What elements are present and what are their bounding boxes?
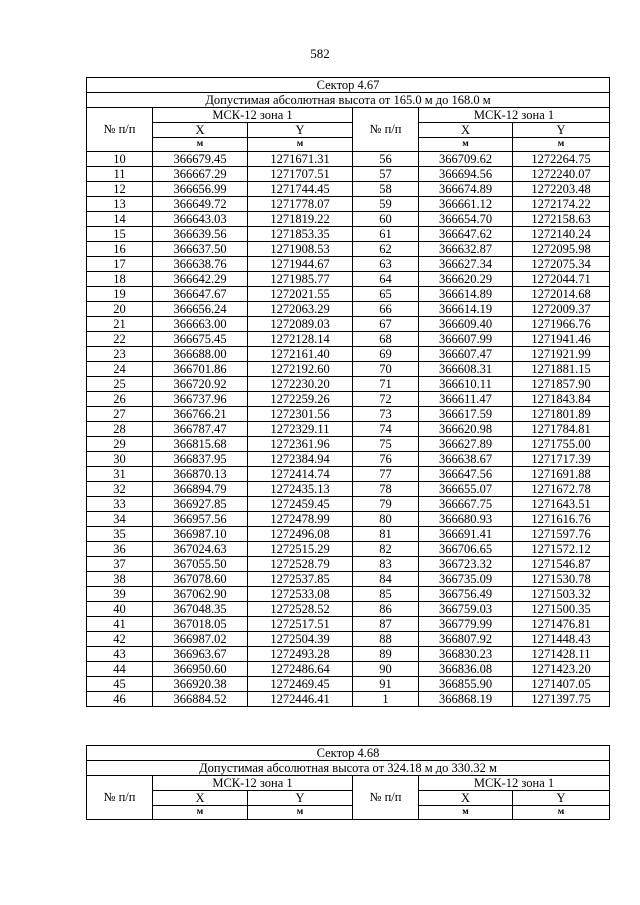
x-value: 366647.62 xyxy=(419,227,513,242)
table-row xyxy=(87,302,610,317)
x-value: 366674.89 xyxy=(419,182,513,197)
x-value: 366638.76 xyxy=(153,257,248,272)
point-number: 66 xyxy=(353,302,419,317)
x-value: 366720.92 xyxy=(153,377,248,392)
point-number: 11 xyxy=(87,167,153,182)
table-row xyxy=(87,557,610,572)
point-number: 27 xyxy=(87,407,153,422)
x-value: 366656.99 xyxy=(153,182,248,197)
col-header-y: Y xyxy=(248,123,353,138)
point-number: 88 xyxy=(353,632,419,647)
x-value: 366868.19 xyxy=(419,692,513,707)
table-row xyxy=(87,452,610,467)
y-value: 1272478.99 xyxy=(248,512,353,527)
height-range: Допустимая абсолютная высота от 324.18 м до 330.32 м xyxy=(87,761,610,776)
point-number: 39 xyxy=(87,587,153,602)
y-value: 1271530.78 xyxy=(513,572,610,587)
y-value: 1271717.39 xyxy=(513,452,610,467)
y-value: 1272515.29 xyxy=(248,542,353,557)
table-row xyxy=(87,482,610,497)
coordinate-system-header: МСК-12 зона 1 xyxy=(153,108,353,123)
point-number: 68 xyxy=(353,332,419,347)
y-value: 1271671.31 xyxy=(248,152,353,167)
y-value: 1271691.88 xyxy=(513,467,610,482)
table-row xyxy=(87,152,610,167)
point-number: 91 xyxy=(353,677,419,692)
x-value: 366963.67 xyxy=(153,647,248,662)
col-header-x: X xyxy=(419,791,513,806)
y-value: 1271503.32 xyxy=(513,587,610,602)
point-number: 44 xyxy=(87,662,153,677)
y-value: 1272493.28 xyxy=(248,647,353,662)
x-value: 366759.03 xyxy=(419,602,513,617)
x-value: 366836.08 xyxy=(419,662,513,677)
y-value: 1272095.98 xyxy=(513,242,610,257)
table-row xyxy=(87,197,610,212)
y-value: 1271921.99 xyxy=(513,347,610,362)
col-header-number: № п/п xyxy=(87,108,153,152)
point-number: 63 xyxy=(353,257,419,272)
y-value: 1271616.76 xyxy=(513,512,610,527)
x-value: 366643.03 xyxy=(153,212,248,227)
point-number: 10 xyxy=(87,152,153,167)
y-value: 1272158.63 xyxy=(513,212,610,227)
x-value: 366756.49 xyxy=(419,587,513,602)
y-value: 1272089.03 xyxy=(248,317,353,332)
unit-label: м xyxy=(153,806,248,820)
point-number: 77 xyxy=(353,467,419,482)
table-row xyxy=(87,647,610,662)
point-number: 64 xyxy=(353,272,419,287)
y-value: 1271853.35 xyxy=(248,227,353,242)
x-value: 366610.11 xyxy=(419,377,513,392)
coordinate-system-header: МСК-12 зона 1 xyxy=(153,776,353,791)
table-row xyxy=(87,422,610,437)
x-value: 366894.79 xyxy=(153,482,248,497)
col-header-number: № п/п xyxy=(353,776,419,820)
y-value: 1271801.89 xyxy=(513,407,610,422)
y-value: 1272128.14 xyxy=(248,332,353,347)
x-value: 366694.56 xyxy=(419,167,513,182)
table-row xyxy=(87,317,610,332)
table-row xyxy=(87,227,610,242)
table-row xyxy=(87,542,610,557)
point-number: 29 xyxy=(87,437,153,452)
y-value: 1272496.08 xyxy=(248,527,353,542)
y-value: 1272414.74 xyxy=(248,467,353,482)
point-number: 43 xyxy=(87,647,153,662)
table-row xyxy=(87,377,610,392)
point-number: 76 xyxy=(353,452,419,467)
point-number: 56 xyxy=(353,152,419,167)
y-value: 1272528.52 xyxy=(248,602,353,617)
y-value: 1271397.75 xyxy=(513,692,610,707)
y-value: 1271672.78 xyxy=(513,482,610,497)
x-value: 366614.19 xyxy=(419,302,513,317)
y-value: 1272063.29 xyxy=(248,302,353,317)
point-number: 22 xyxy=(87,332,153,347)
point-number: 16 xyxy=(87,242,153,257)
x-value: 367018.05 xyxy=(153,617,248,632)
col-header-x: X xyxy=(153,123,248,138)
y-value: 1271819.22 xyxy=(248,212,353,227)
point-number: 60 xyxy=(353,212,419,227)
y-value: 1271944.67 xyxy=(248,257,353,272)
x-value: 366675.45 xyxy=(153,332,248,347)
point-number: 25 xyxy=(87,377,153,392)
table-row xyxy=(87,407,610,422)
x-value: 367055.50 xyxy=(153,557,248,572)
point-number: 83 xyxy=(353,557,419,572)
y-value: 1271572.12 xyxy=(513,542,610,557)
y-value: 1272161.40 xyxy=(248,347,353,362)
col-header-number: № п/п xyxy=(353,108,419,152)
point-number: 40 xyxy=(87,602,153,617)
x-value: 366611.47 xyxy=(419,392,513,407)
y-value: 1271744.45 xyxy=(248,182,353,197)
x-value: 366614.89 xyxy=(419,287,513,302)
x-value: 366649.72 xyxy=(153,197,248,212)
point-number: 65 xyxy=(353,287,419,302)
x-value: 367062.90 xyxy=(153,587,248,602)
point-number: 33 xyxy=(87,497,153,512)
y-value: 1271707.51 xyxy=(248,167,353,182)
point-number: 19 xyxy=(87,287,153,302)
point-number: 87 xyxy=(353,617,419,632)
x-value: 366608.31 xyxy=(419,362,513,377)
unit-label: м xyxy=(513,138,610,152)
page-number: 582 xyxy=(310,46,330,61)
x-value: 366647.56 xyxy=(419,467,513,482)
y-value: 1272230.20 xyxy=(248,377,353,392)
x-value: 366779.99 xyxy=(419,617,513,632)
y-value: 1271784.81 xyxy=(513,422,610,437)
table-row xyxy=(87,437,610,452)
y-value: 1272075.34 xyxy=(513,257,610,272)
sector-title: Сектор 4.67 xyxy=(87,78,610,93)
col-header-y: Y xyxy=(513,791,610,806)
point-number: 18 xyxy=(87,272,153,287)
y-value: 1271778.07 xyxy=(248,197,353,212)
y-value: 1272203.48 xyxy=(513,182,610,197)
table-row xyxy=(87,287,610,302)
point-number: 89 xyxy=(353,647,419,662)
y-value: 1272504.39 xyxy=(248,632,353,647)
y-value: 1272486.64 xyxy=(248,662,353,677)
table-row xyxy=(87,692,610,707)
y-value: 1271476.81 xyxy=(513,617,610,632)
y-value: 1272140.24 xyxy=(513,227,610,242)
x-value: 366701.86 xyxy=(153,362,248,377)
x-value: 366667.75 xyxy=(419,497,513,512)
x-value: 366655.07 xyxy=(419,482,513,497)
table-row xyxy=(87,347,610,362)
point-number: 37 xyxy=(87,557,153,572)
x-value: 366950.60 xyxy=(153,662,248,677)
point-number: 42 xyxy=(87,632,153,647)
point-number: 17 xyxy=(87,257,153,272)
coordinate-rows xyxy=(87,152,610,707)
unit-label: м xyxy=(419,138,513,152)
y-value: 1272435.13 xyxy=(248,482,353,497)
y-value: 1272528.79 xyxy=(248,557,353,572)
point-number: 70 xyxy=(353,362,419,377)
point-number: 35 xyxy=(87,527,153,542)
x-value: 366855.90 xyxy=(419,677,513,692)
y-value: 1272240.07 xyxy=(513,167,610,182)
x-value: 366920.38 xyxy=(153,677,248,692)
table-row xyxy=(87,212,610,227)
point-number: 45 xyxy=(87,677,153,692)
table-row xyxy=(87,602,610,617)
y-value: 1272301.56 xyxy=(248,407,353,422)
y-value: 1272264.75 xyxy=(513,152,610,167)
x-value: 366807.92 xyxy=(419,632,513,647)
point-number: 41 xyxy=(87,617,153,632)
y-value: 1272329.11 xyxy=(248,422,353,437)
x-value: 366787.47 xyxy=(153,422,248,437)
x-value: 366737.96 xyxy=(153,392,248,407)
y-value: 1272192.60 xyxy=(248,362,353,377)
table-row xyxy=(87,257,610,272)
point-number: 21 xyxy=(87,317,153,332)
y-value: 1272014.68 xyxy=(513,287,610,302)
x-value: 366620.29 xyxy=(419,272,513,287)
point-number: 73 xyxy=(353,407,419,422)
x-value: 366927.85 xyxy=(153,497,248,512)
y-value: 1272533.08 xyxy=(248,587,353,602)
y-value: 1272537.85 xyxy=(248,572,353,587)
x-value: 366609.40 xyxy=(419,317,513,332)
col-header-y: Y xyxy=(248,791,353,806)
table-row xyxy=(87,632,610,647)
point-number: 69 xyxy=(353,347,419,362)
point-number: 90 xyxy=(353,662,419,677)
x-value: 366691.41 xyxy=(419,527,513,542)
point-number: 20 xyxy=(87,302,153,317)
x-value: 366735.09 xyxy=(419,572,513,587)
table-row xyxy=(87,392,610,407)
x-value: 366637.50 xyxy=(153,242,248,257)
x-value: 366661.12 xyxy=(419,197,513,212)
x-value: 366639.56 xyxy=(153,227,248,242)
x-value: 366680.93 xyxy=(419,512,513,527)
point-number: 62 xyxy=(353,242,419,257)
point-number: 81 xyxy=(353,527,419,542)
point-number: 82 xyxy=(353,542,419,557)
x-value: 366647.67 xyxy=(153,287,248,302)
y-value: 1271755.00 xyxy=(513,437,610,452)
table-row xyxy=(87,572,610,587)
y-value: 1271908.53 xyxy=(248,242,353,257)
y-value: 1272446.41 xyxy=(248,692,353,707)
table-row xyxy=(87,677,610,692)
table-row xyxy=(87,617,610,632)
point-number: 23 xyxy=(87,347,153,362)
point-number: 12 xyxy=(87,182,153,197)
x-value: 366766.21 xyxy=(153,407,248,422)
x-value: 366617.59 xyxy=(419,407,513,422)
point-number: 59 xyxy=(353,197,419,212)
point-number: 24 xyxy=(87,362,153,377)
y-value: 1272259.26 xyxy=(248,392,353,407)
point-number: 84 xyxy=(353,572,419,587)
x-value: 366667.29 xyxy=(153,167,248,182)
unit-label: м xyxy=(513,806,610,820)
point-number: 86 xyxy=(353,602,419,617)
coordinates-table-sector-4-68 xyxy=(86,745,610,820)
y-value: 1271597.76 xyxy=(513,527,610,542)
y-value: 1272459.45 xyxy=(248,497,353,512)
x-value: 366642.29 xyxy=(153,272,248,287)
table-row xyxy=(87,167,610,182)
point-number: 58 xyxy=(353,182,419,197)
point-number: 32 xyxy=(87,482,153,497)
col-header-x: X xyxy=(419,123,513,138)
y-value: 1272009.37 xyxy=(513,302,610,317)
point-number: 75 xyxy=(353,437,419,452)
y-value: 1271966.76 xyxy=(513,317,610,332)
x-value: 366815.68 xyxy=(153,437,248,452)
x-value: 367024.63 xyxy=(153,542,248,557)
point-number: 15 xyxy=(87,227,153,242)
x-value: 366679.45 xyxy=(153,152,248,167)
x-value: 366607.47 xyxy=(419,347,513,362)
x-value: 366837.95 xyxy=(153,452,248,467)
x-value: 366688.00 xyxy=(153,347,248,362)
y-value: 1271643.51 xyxy=(513,497,610,512)
table-row xyxy=(87,662,610,677)
point-number: 79 xyxy=(353,497,419,512)
y-value: 1271423.20 xyxy=(513,662,610,677)
x-value: 366709.62 xyxy=(419,152,513,167)
y-value: 1272174.22 xyxy=(513,197,610,212)
table-row xyxy=(87,182,610,197)
table-row xyxy=(87,362,610,377)
table-row xyxy=(87,587,610,602)
x-value: 366663.00 xyxy=(153,317,248,332)
point-number: 67 xyxy=(353,317,419,332)
x-value: 366632.87 xyxy=(419,242,513,257)
x-value: 366638.67 xyxy=(419,452,513,467)
y-value: 1272469.45 xyxy=(248,677,353,692)
sector-title: Сектор 4.68 xyxy=(87,746,610,761)
y-value: 1272361.96 xyxy=(248,437,353,452)
col-header-number: № п/п xyxy=(87,776,153,820)
y-value: 1271428.11 xyxy=(513,647,610,662)
point-number: 71 xyxy=(353,377,419,392)
table-row xyxy=(87,527,610,542)
y-value: 1271857.90 xyxy=(513,377,610,392)
point-number: 85 xyxy=(353,587,419,602)
x-value: 366957.56 xyxy=(153,512,248,527)
unit-label: м xyxy=(248,806,353,820)
table-row xyxy=(87,497,610,512)
x-value: 366656.24 xyxy=(153,302,248,317)
y-value: 1271881.15 xyxy=(513,362,610,377)
table-row xyxy=(87,242,610,257)
height-range: Допустимая абсолютная высота от 165.0 м до 168.0 м xyxy=(87,93,610,108)
x-value: 366870.13 xyxy=(153,467,248,482)
x-value: 366654.70 xyxy=(419,212,513,227)
y-value: 1271985.77 xyxy=(248,272,353,287)
table-row xyxy=(87,512,610,527)
coordinates-table-sector-4-67 xyxy=(86,77,610,707)
y-value: 1271500.35 xyxy=(513,602,610,617)
point-number: 61 xyxy=(353,227,419,242)
x-value: 367078.60 xyxy=(153,572,248,587)
y-value: 1271941.46 xyxy=(513,332,610,347)
y-value: 1272384.94 xyxy=(248,452,353,467)
point-number: 78 xyxy=(353,482,419,497)
x-value: 366706.65 xyxy=(419,542,513,557)
x-value: 366627.34 xyxy=(419,257,513,272)
x-value: 366607.99 xyxy=(419,332,513,347)
y-value: 1271843.84 xyxy=(513,392,610,407)
x-value: 366987.10 xyxy=(153,527,248,542)
point-number: 46 xyxy=(87,692,153,707)
y-value: 1271546.87 xyxy=(513,557,610,572)
coordinate-system-header: МСК-12 зона 1 xyxy=(419,776,610,791)
table-row xyxy=(87,272,610,287)
table-row xyxy=(87,467,610,482)
point-number: 13 xyxy=(87,197,153,212)
y-value: 1272044.71 xyxy=(513,272,610,287)
point-number: 34 xyxy=(87,512,153,527)
col-header-y: Y xyxy=(513,123,610,138)
x-value: 366723.32 xyxy=(419,557,513,572)
point-number: 14 xyxy=(87,212,153,227)
point-number: 80 xyxy=(353,512,419,527)
unit-label: м xyxy=(419,806,513,820)
x-value: 367048.35 xyxy=(153,602,248,617)
point-number: 30 xyxy=(87,452,153,467)
x-value: 366884.52 xyxy=(153,692,248,707)
unit-label: м xyxy=(248,138,353,152)
point-number: 57 xyxy=(353,167,419,182)
point-number: 38 xyxy=(87,572,153,587)
unit-label: м xyxy=(153,138,248,152)
point-number: 31 xyxy=(87,467,153,482)
point-number: 26 xyxy=(87,392,153,407)
x-value: 366987.02 xyxy=(153,632,248,647)
y-value: 1272021.55 xyxy=(248,287,353,302)
x-value: 366627.89 xyxy=(419,437,513,452)
x-value: 366830.23 xyxy=(419,647,513,662)
x-value: 366620.98 xyxy=(419,422,513,437)
point-number: 74 xyxy=(353,422,419,437)
y-value: 1271407.05 xyxy=(513,677,610,692)
point-number: 28 xyxy=(87,422,153,437)
point-number: 1 xyxy=(353,692,419,707)
point-number: 36 xyxy=(87,542,153,557)
y-value: 1272517.51 xyxy=(248,617,353,632)
coordinate-system-header: МСК-12 зона 1 xyxy=(419,108,610,123)
point-number: 72 xyxy=(353,392,419,407)
y-value: 1271448.43 xyxy=(513,632,610,647)
table-row xyxy=(87,332,610,347)
col-header-x: X xyxy=(153,791,248,806)
